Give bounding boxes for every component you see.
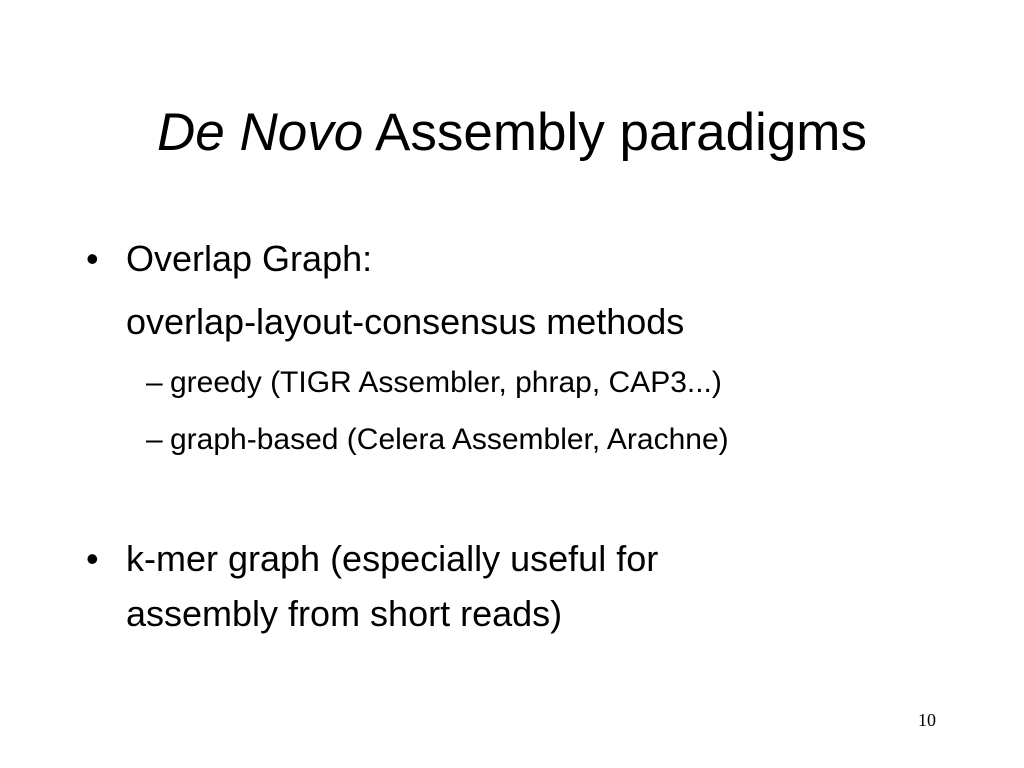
bullet-2-line-2: assembly from short reads) <box>126 593 563 634</box>
page-number: 10 <box>918 710 936 730</box>
bullet-2-marker: • <box>86 538 99 579</box>
sub-bullet-1-marker: – <box>146 366 163 399</box>
bullet-1-marker: • <box>86 238 99 279</box>
sub-bullet-2-text: graph-based (Celera Assembler, Arachne) <box>170 423 729 456</box>
title-italic-part: De Novo <box>157 103 364 162</box>
title-main-part: Assembly paradigms <box>363 103 867 162</box>
sub-bullet-2-marker: – <box>146 423 163 456</box>
bullet-2-line-1: k-mer graph (especially useful for <box>126 538 659 579</box>
bullet-1-line-2: overlap-layout-consensus methods <box>126 301 685 342</box>
sub-bullet-1-text: greedy (TIGR Assembler, phrap, CAP3...) <box>170 366 722 399</box>
bullet-1-line-1: Overlap Graph: <box>126 238 373 279</box>
